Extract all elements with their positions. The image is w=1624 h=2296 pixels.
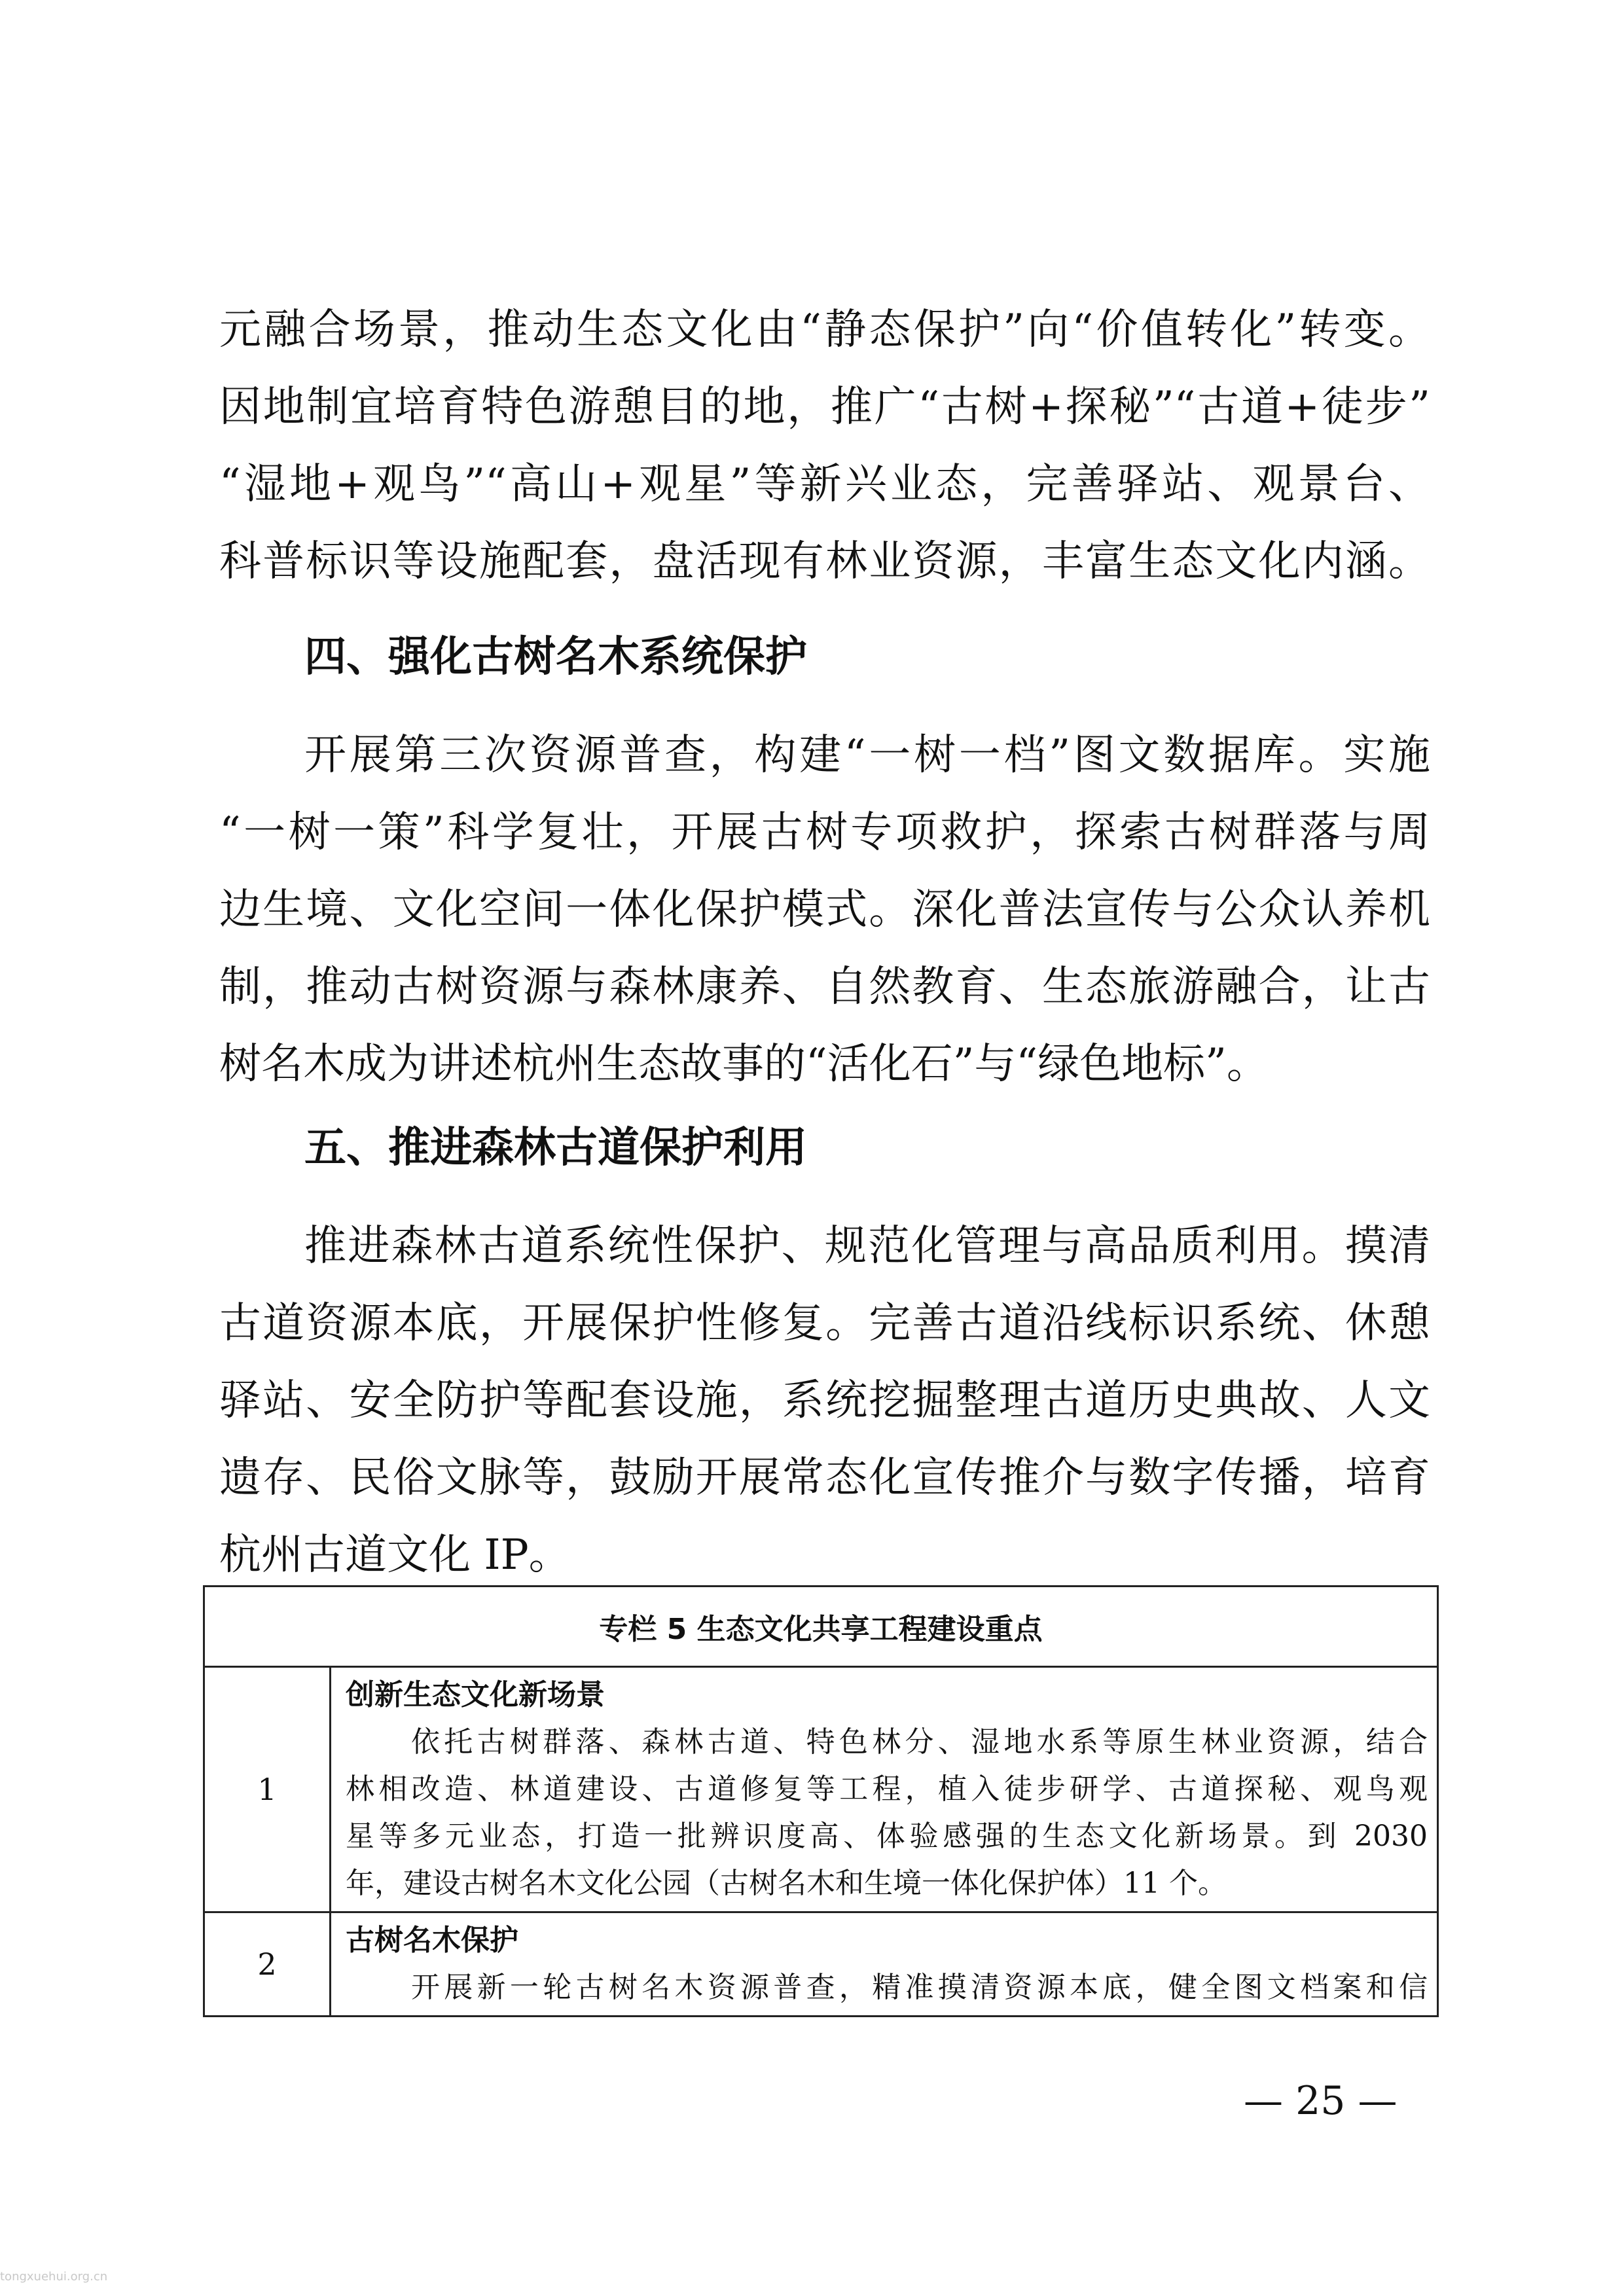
paragraph-scene — [219, 291, 1430, 600]
row-content — [331, 1912, 1438, 2017]
section-heading-5: 五、推进森林古道保护利用 — [304, 1124, 807, 1172]
text-line: 制，推动古树资源与森林康养、自然教育、生态旅游融合，让古 — [219, 963, 1430, 1011]
text-line: “湿地+观鸟”“高山+观星”等新兴业态，完善驿站、观景台、 — [219, 460, 1430, 509]
table-row — [204, 1667, 1438, 1912]
item-heading: 创新生态文化新场景 — [346, 1678, 605, 1712]
paragraph-ancient-trees — [219, 717, 1430, 1103]
text-line: 科普标识等设施配套，盘活现有林业资源，丰富生态文化内涵。 — [219, 537, 1430, 586]
text-line: 推进森林古道系统性保护、规范化管理与高品质利用。摸清 — [304, 1222, 1430, 1270]
text-line: 树名木成为讲述杭州生态故事的“活化石”与“绿色地标”。 — [219, 1040, 1269, 1088]
item-text-line: 开展新一轮古树名木资源普查，精准摸清资源本底，健全图文档案和信 — [411, 1971, 1428, 2004]
text-line: 元融合场景，推动生态文化由“静态保护”向“价值转化”转变。 — [219, 306, 1430, 354]
text-line: 遗存、民俗文脉等，鼓励开展常态化宣传推介与数字传播，培育 — [219, 1454, 1430, 1502]
watermark: tongxuehui.org.cn — [0, 2270, 108, 2284]
text-line: “一树一策”科学复壮，开展古树专项救护，探索古树群落与周 — [219, 808, 1430, 857]
column-box-table — [203, 1585, 1439, 2017]
section-heading-4: 四、强化古树名木系统保护 — [304, 633, 807, 681]
paragraph-ancient-roads — [219, 1208, 1430, 1594]
text-line: 杭州古道文化 IP。 — [219, 1531, 571, 1579]
item-heading: 古树名木保护 — [346, 1924, 518, 1957]
text-line: 开展第三次资源普查，构建“一树一档”图文数据库。实施 — [304, 731, 1430, 780]
table-title: 专栏 5 生态文化共享工程建设重点 — [204, 1587, 1438, 1667]
item-text-line: 年，建设古树名木文化公园（古树名木和生境一体化保护体）11 个。 — [346, 1867, 1227, 1900]
table-row — [204, 1912, 1438, 2017]
row-number: 1 — [204, 1667, 331, 1912]
item-text-line: 林相改造、林道建设、古道修复等工程，植入徒步研学、古道探秘、观鸟观 — [346, 1772, 1428, 1806]
text-line: 边生境、文化空间一体化保护模式。深化普法宣传与公众认养机 — [219, 886, 1430, 934]
row-content — [331, 1667, 1438, 1912]
text-line: 因地制宜培育特色游憩目的地，推广“古树+探秘”“古道+徒步” — [219, 383, 1430, 431]
row-number: 2 — [204, 1912, 331, 2017]
item-text-line: 星等多元业态，打造一批辨识度高、体验感强的生态文化新场景。到 2030 — [346, 1820, 1428, 1853]
page-number: — 25 — — [1244, 2078, 1398, 2124]
item-text-line: 依托古树群落、森林古道、特色林分、湿地水系等原生林业资源，结合 — [411, 1725, 1428, 1759]
text-line: 驿站、安全防护等配套设施，系统挖掘整理古道历史典故、人文 — [219, 1376, 1430, 1425]
text-line: 古道资源本底，开展保护性修复。完善古道沿线标识系统、休憩 — [219, 1299, 1430, 1348]
